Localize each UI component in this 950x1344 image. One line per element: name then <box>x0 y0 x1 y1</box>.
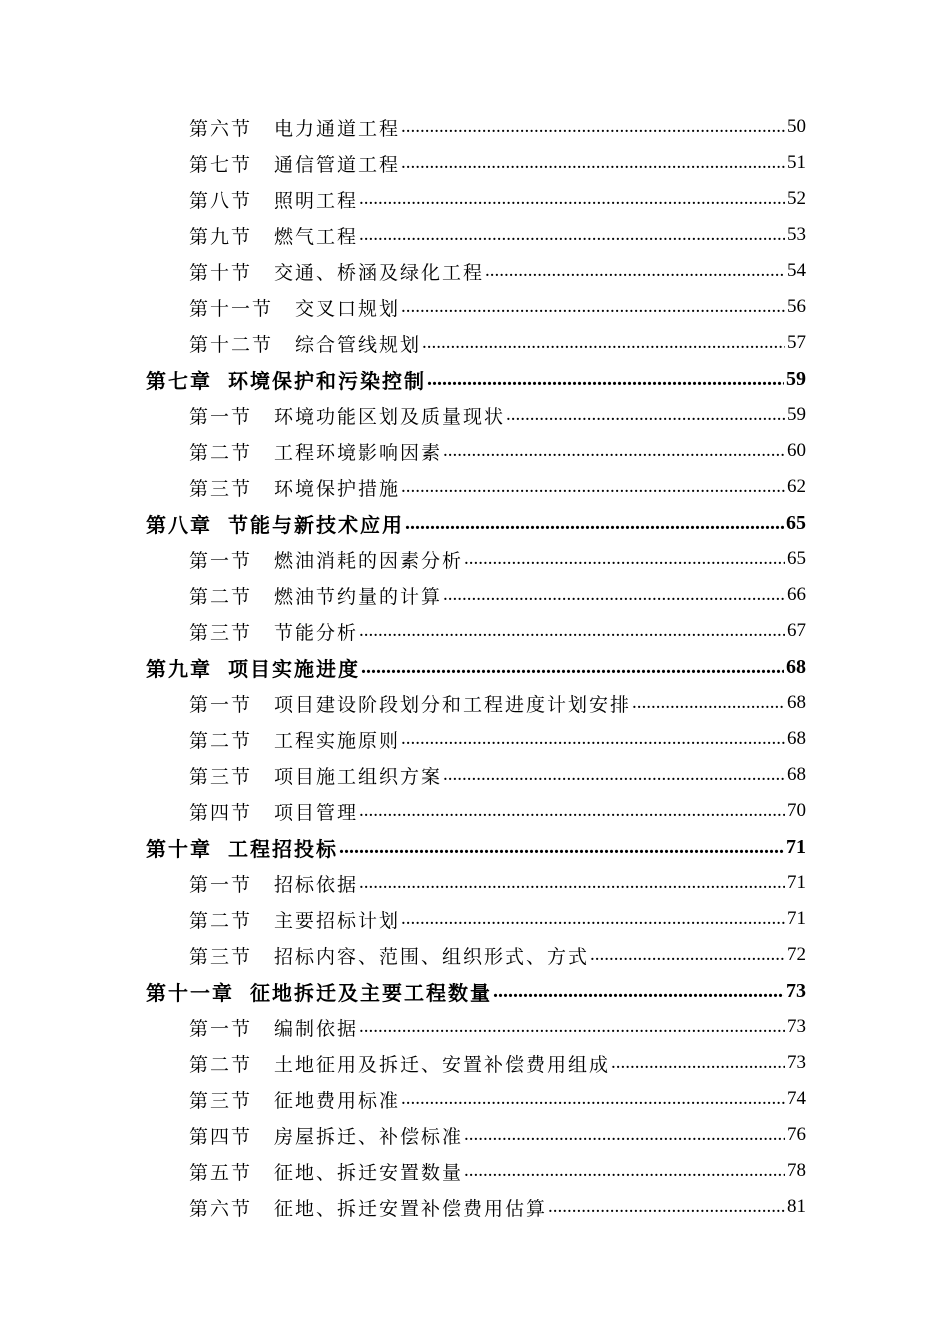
toc-chapter-entry[interactable] <box>0 973 950 1009</box>
toc-section-entry[interactable] <box>0 253 950 289</box>
toc-entry-number: 第三节 <box>189 765 253 788</box>
toc-entry-number: 第三节 <box>189 621 253 644</box>
toc-entry-title: 土地征用及拆迁、安置补偿费用组成 <box>274 1053 611 1076</box>
toc-dot-leader <box>443 764 785 786</box>
toc-entry-number: 第十章 <box>146 836 212 861</box>
toc-page-number: 60 <box>787 440 806 461</box>
toc-section-entry[interactable] <box>0 397 950 433</box>
toc-section-entry[interactable] <box>0 1117 950 1153</box>
table-of-contents <box>0 109 950 1225</box>
toc-entry-title: 工程实施原则 <box>274 729 401 752</box>
toc-entry-number: 第十节 <box>189 261 253 284</box>
toc-entry-number: 第四节 <box>189 801 253 824</box>
toc-page-number: 67 <box>787 620 806 641</box>
toc-dot-leader <box>401 476 785 498</box>
toc-dot-leader <box>405 512 784 535</box>
toc-dot-leader <box>548 1196 785 1218</box>
toc-entry-number: 第一节 <box>189 693 253 716</box>
toc-entry-number: 第二节 <box>189 729 253 752</box>
toc-dot-leader <box>422 332 785 354</box>
toc-page-number: 51 <box>787 152 806 173</box>
toc-section-entry[interactable] <box>0 1153 950 1189</box>
toc-dot-leader <box>359 1016 785 1038</box>
toc-section-entry[interactable] <box>0 757 950 793</box>
toc-entry-title: 燃气工程 <box>274 225 359 248</box>
toc-dot-leader <box>506 404 785 426</box>
toc-dot-leader <box>401 296 785 318</box>
toc-entry-number: 第七节 <box>189 153 253 176</box>
toc-entry-title: 环境功能区划及质量现状 <box>274 405 506 428</box>
toc-dot-leader <box>493 980 784 1003</box>
toc-page-number: 76 <box>787 1124 806 1145</box>
toc-dot-leader <box>359 872 785 894</box>
toc-entry-title: 通信管道工程 <box>274 153 401 176</box>
toc-entry-title: 主要招标计划 <box>274 909 401 932</box>
toc-dot-leader <box>359 620 785 642</box>
toc-entry-number: 第三节 <box>189 477 253 500</box>
toc-dot-leader <box>632 692 785 714</box>
toc-page-number: 59 <box>787 404 806 425</box>
toc-page-number: 56 <box>787 296 806 317</box>
toc-entry-number: 第三节 <box>189 945 253 968</box>
toc-page-number: 62 <box>787 476 806 497</box>
toc-dot-leader <box>464 1160 785 1182</box>
toc-entry-title: 项目管理 <box>274 801 359 824</box>
toc-dot-leader <box>611 1052 785 1074</box>
toc-dot-leader <box>401 728 785 750</box>
toc-page-number: 78 <box>787 1160 806 1181</box>
toc-page-number: 65 <box>786 511 806 534</box>
toc-entry-number: 第二节 <box>189 909 253 932</box>
toc-section-entry[interactable] <box>0 721 950 757</box>
toc-section-entry[interactable] <box>0 325 950 361</box>
toc-entry-number: 第一节 <box>189 1017 253 1040</box>
toc-dot-leader <box>401 908 785 930</box>
toc-dot-leader <box>361 656 784 679</box>
toc-entry-title: 招标内容、范围、组织形式、方式 <box>274 945 590 968</box>
toc-entry-number: 第四节 <box>189 1125 253 1148</box>
toc-entry-title: 节能与新技术应用 <box>228 512 404 537</box>
toc-entry-title: 综合管线规划 <box>295 333 422 356</box>
toc-page-number: 53 <box>787 224 806 245</box>
toc-entry-number: 第十一节 <box>189 297 274 320</box>
toc-dot-leader <box>464 548 785 570</box>
toc-entry-number: 第六节 <box>189 1197 253 1220</box>
toc-chapter-entry[interactable] <box>0 829 950 865</box>
toc-entry-number: 第三节 <box>189 1089 253 1112</box>
toc-page-number: 74 <box>787 1088 806 1109</box>
toc-entry-title: 环境保护和污染控制 <box>228 368 426 393</box>
toc-entry-title: 照明工程 <box>274 189 359 212</box>
toc-page-number: 81 <box>787 1196 806 1217</box>
toc-entry-title: 交叉口规划 <box>295 297 401 320</box>
toc-entry-title: 交通、桥涵及绿化工程 <box>274 261 485 284</box>
toc-dot-leader <box>401 152 785 174</box>
toc-entry-title: 房屋拆迁、补偿标准 <box>274 1125 464 1148</box>
toc-entry-title: 电力通道工程 <box>274 117 401 140</box>
toc-entry-title: 征地、拆迁安置补偿费用估算 <box>274 1197 548 1220</box>
toc-dot-leader <box>401 1088 785 1110</box>
toc-chapter-entry[interactable] <box>0 649 950 685</box>
toc-entry-title: 工程招投标 <box>228 836 338 861</box>
toc-page-number: 73 <box>787 1016 806 1037</box>
toc-entry-title: 项目施工组织方案 <box>274 765 443 788</box>
toc-page-number: 70 <box>787 800 806 821</box>
toc-chapter-entry[interactable] <box>0 505 950 541</box>
toc-page-number: 57 <box>787 332 806 353</box>
toc-entry-title: 征地拆迁及主要工程数量 <box>250 980 492 1005</box>
toc-page-number: 65 <box>787 548 806 569</box>
toc-page-number: 54 <box>787 260 806 281</box>
toc-entry-number: 第五节 <box>189 1161 253 1184</box>
toc-section-entry[interactable] <box>0 613 950 649</box>
toc-dot-leader <box>359 188 785 210</box>
toc-dot-leader <box>401 116 785 138</box>
toc-dot-leader <box>359 800 785 822</box>
toc-section-entry[interactable] <box>0 937 950 973</box>
toc-entry-title: 环境保护措施 <box>274 477 401 500</box>
toc-dot-leader <box>590 944 785 966</box>
toc-entry-number: 第一节 <box>189 405 253 428</box>
toc-section-entry[interactable] <box>0 217 950 253</box>
toc-entry-number: 第一节 <box>189 873 253 896</box>
toc-entry-title: 招标依据 <box>274 873 359 896</box>
toc-entry-number: 第十一章 <box>146 980 234 1005</box>
toc-page-number: 52 <box>787 188 806 209</box>
toc-entry-title: 编制依据 <box>274 1017 359 1040</box>
toc-page-number: 66 <box>787 584 806 605</box>
toc-section-entry[interactable] <box>0 289 950 325</box>
toc-page-number: 72 <box>787 944 806 965</box>
toc-page-number: 59 <box>786 367 806 390</box>
toc-section-entry[interactable] <box>0 1045 950 1081</box>
toc-entry-number: 第九节 <box>189 225 253 248</box>
toc-page-number: 68 <box>787 728 806 749</box>
toc-page-number: 71 <box>787 872 806 893</box>
toc-entry-title: 项目实施进度 <box>228 656 360 681</box>
toc-entry-number: 第二节 <box>189 1053 253 1076</box>
toc-dot-leader <box>427 368 784 391</box>
toc-entry-number: 第一节 <box>189 549 253 572</box>
toc-dot-leader <box>443 440 785 462</box>
toc-entry-title: 燃油消耗的因素分析 <box>274 549 464 572</box>
toc-entry-number: 第二节 <box>189 585 253 608</box>
toc-entry-number: 第七章 <box>146 368 212 393</box>
toc-section-entry[interactable] <box>0 181 950 217</box>
toc-entry-number: 第八节 <box>189 189 253 212</box>
toc-entry-title: 征地费用标准 <box>274 1089 401 1112</box>
toc-entry-title: 项目建设阶段划分和工程进度计划安排 <box>274 693 632 716</box>
toc-page-number: 68 <box>787 692 806 713</box>
toc-section-entry[interactable] <box>0 1189 950 1225</box>
toc-dot-leader <box>339 836 784 859</box>
toc-entry-title: 征地、拆迁安置数量 <box>274 1161 464 1184</box>
toc-chapter-entry[interactable] <box>0 361 950 397</box>
toc-section-entry[interactable] <box>0 1081 950 1117</box>
toc-section-entry[interactable] <box>0 577 950 613</box>
toc-section-entry[interactable] <box>0 109 950 145</box>
toc-page-number: 68 <box>786 655 806 678</box>
toc-page-number: 73 <box>786 979 806 1002</box>
toc-section-entry[interactable] <box>0 865 950 901</box>
toc-section-entry[interactable] <box>0 1009 950 1045</box>
toc-section-entry[interactable] <box>0 145 950 181</box>
toc-section-entry[interactable] <box>0 541 950 577</box>
toc-section-entry[interactable] <box>0 901 950 937</box>
toc-page-number: 71 <box>786 835 806 858</box>
toc-section-entry[interactable] <box>0 793 950 829</box>
toc-page-number: 50 <box>787 116 806 137</box>
toc-entry-number: 第二节 <box>189 441 253 464</box>
toc-dot-leader <box>464 1124 785 1146</box>
toc-dot-leader <box>443 584 785 606</box>
toc-entry-title: 燃油节约量的计算 <box>274 585 443 608</box>
toc-dot-leader <box>485 260 785 282</box>
toc-entry-number: 第八章 <box>146 512 212 537</box>
toc-entry-number: 第六节 <box>189 117 253 140</box>
toc-entry-title: 工程环境影响因素 <box>274 441 443 464</box>
toc-page-number: 73 <box>787 1052 806 1073</box>
toc-section-entry[interactable] <box>0 469 950 505</box>
toc-section-entry[interactable] <box>0 433 950 469</box>
toc-entry-number: 第十二节 <box>189 333 274 356</box>
toc-section-entry[interactable] <box>0 685 950 721</box>
toc-dot-leader <box>359 224 785 246</box>
toc-entry-number: 第九章 <box>146 656 212 681</box>
toc-page-number: 68 <box>787 764 806 785</box>
toc-entry-title: 节能分析 <box>274 621 359 644</box>
toc-page-number: 71 <box>787 908 806 929</box>
